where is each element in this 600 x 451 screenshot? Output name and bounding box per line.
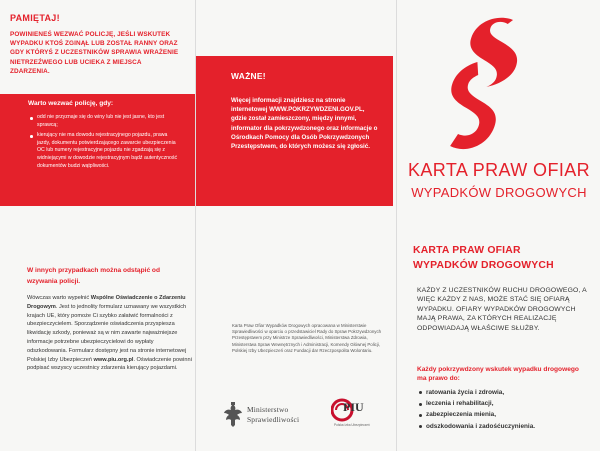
wazne-title: WAŻNE! <box>231 71 266 81</box>
innych-body <box>27 294 195 373</box>
list-item: odd nie przyznaje się do winy lub nie jest jasne, kto jest sprawcą; <box>30 114 180 129</box>
pamietaj-title: PAMIĘTAJ! <box>10 13 60 23</box>
cover-title: KARTA PRAW OFIAR <box>407 160 591 180</box>
piu-website-link[interactable]: www.piu.org.pl <box>93 356 134 363</box>
innych-body-text-2: . Jest to jednolity formularz uznawany we wszystkich krajach UE, który pomoże Ci szybko załatwić formalności z ubezpieczycielem. Sporządzenie oświadczenia przyspiesza likwidację szkody, ponieważ są w nim zawarte najważniejsze informacje potrzebne ubezpieczycielowi do wypłaty odszkodowania. Formularz dostępny jest na stronie internetowej Polskiej Izby Ubezpieczeń <box>27 303 187 363</box>
cover-subtitle: WYPADKÓW DROGOWYCH <box>411 185 587 200</box>
credits-text: Karta Praw Ofiar Wypadków Drogowych opracowana w Ministerstwie Sprawiedliwości w oparciu o przedstawiciel Rady do Spraw Pokrzywdzonych Przestępstwem przy Ministrze Sprawiedliwości, Ministerstwa Zdrowia, Ministerstwa Spraw Wewnętrznych i Administracji, Komendy Głównej Policji, Polskiej Izby Ubezpieczeń oraz Fundacji dar Rzeczpospolita Wolontariu. <box>232 323 382 353</box>
list-item: ratowania życia i zdrowia, <box>419 388 589 397</box>
right-panel-title <box>413 243 593 273</box>
wezwac-list <box>30 114 180 173</box>
right-panel-title-line1: KARTA PRAW OFIAR <box>413 245 521 256</box>
innych-body-bold: Wspólne Oświadczenie o Zdarzeniu Drogowym <box>27 295 186 310</box>
innych-body-text: Wówczas warto wypełnić <box>27 295 91 301</box>
list-item: zabezpieczenia mienia, <box>419 410 589 419</box>
innych-title: W innych przypadkach można odstąpić od wzywania policji. <box>27 267 160 285</box>
rights-title: Każdy pokrzywdzony wskutek wypadku drogowego ma prawo do: <box>417 366 579 383</box>
wazne-body-text-2: , gdzie został zamieszczony, między innymi, informator dla pokrzywdzonego oraz informacje o Ośrodkach Pomocy dla Osób Pokrzywdzonych Przestępstwem, do których możesz się zgłosić. <box>231 106 378 151</box>
ministry-logo-line1: Ministerstwo <box>247 405 289 414</box>
fold-line-right <box>396 0 397 451</box>
wazne-body <box>231 96 381 151</box>
list-item: leczenia i rehabilitacji, <box>419 399 589 408</box>
ministry-logo-text <box>247 405 299 425</box>
wazne-body-text: Więcej informacji znajdziesz na stronie internetowej <box>231 97 346 114</box>
list-item: odszkodowania i zadośćuczynienia. <box>419 422 589 431</box>
piu-logo-text: PIU <box>343 400 364 414</box>
ministry-logo-line2: Sprawiedliwości <box>247 415 300 424</box>
rights-list <box>419 388 589 433</box>
innych-body-text-3: . Oświadczenie powinni podpisać wszyscy uczestnicy zdarzenia kierujący pojazdami. <box>27 356 192 372</box>
right-panel-body: KAŻDY Z UCZESTNIKÓW RUCHU DROGOWEGO, A WIĘC KAŻDY Z NAS, MOŻE STAĆ SIĘ OFIARĄ WYPADKU. OFIARY WYPADKÓW DROGOWYCH MAJĄ PRAWA, ZA KTÓRYCH REALIZACJĘ ODPOWIADAJĄ WŁAŚCIWE SŁUŻBY. <box>417 287 587 332</box>
wezwac-title: Warto wezwać policję, gdy: <box>28 100 114 107</box>
list-item: kierujący nie ma dowodu rejestracyjnego pojazdu, prawa jazdy, dokumentu potwierdzającego zawarcie ubezpieczenia OC lub numery rejestracyjne pojazdu nie zgadzają się z widniejącymi w dowodzie rejestracyjnym bądź autentyczność dokumentów budzi wątpliwości. <box>30 132 180 170</box>
piu-logo-subtitle: Polska Izba Ubezpieczeń <box>334 423 370 427</box>
fold-line-left <box>195 0 196 451</box>
paragraph-section-icon <box>438 14 558 164</box>
right-panel-title-line2: WYPADKÓW DROGOWYCH <box>413 260 554 271</box>
pamietaj-body: POWINIENEŚ WEZWAĆ POLICJĘ, JEŚLI WSKUTEK WYPADKU KTOŚ ZGINĄŁ LUB ZOSTAŁ RANNY ORAZ GDY KTÓRYŚ Z UCZESTNIKÓW SPRAWIA WRAŻENIE NIETRZEŹWEGO LUB UCIEKA Z MIEJSCA ZDARZENIA. <box>10 31 179 75</box>
pokrzywdzeni-website-link[interactable]: WWW.POKRZYWDZENI.GOV.PL <box>269 106 363 114</box>
eagle-emblem-icon <box>222 402 244 428</box>
